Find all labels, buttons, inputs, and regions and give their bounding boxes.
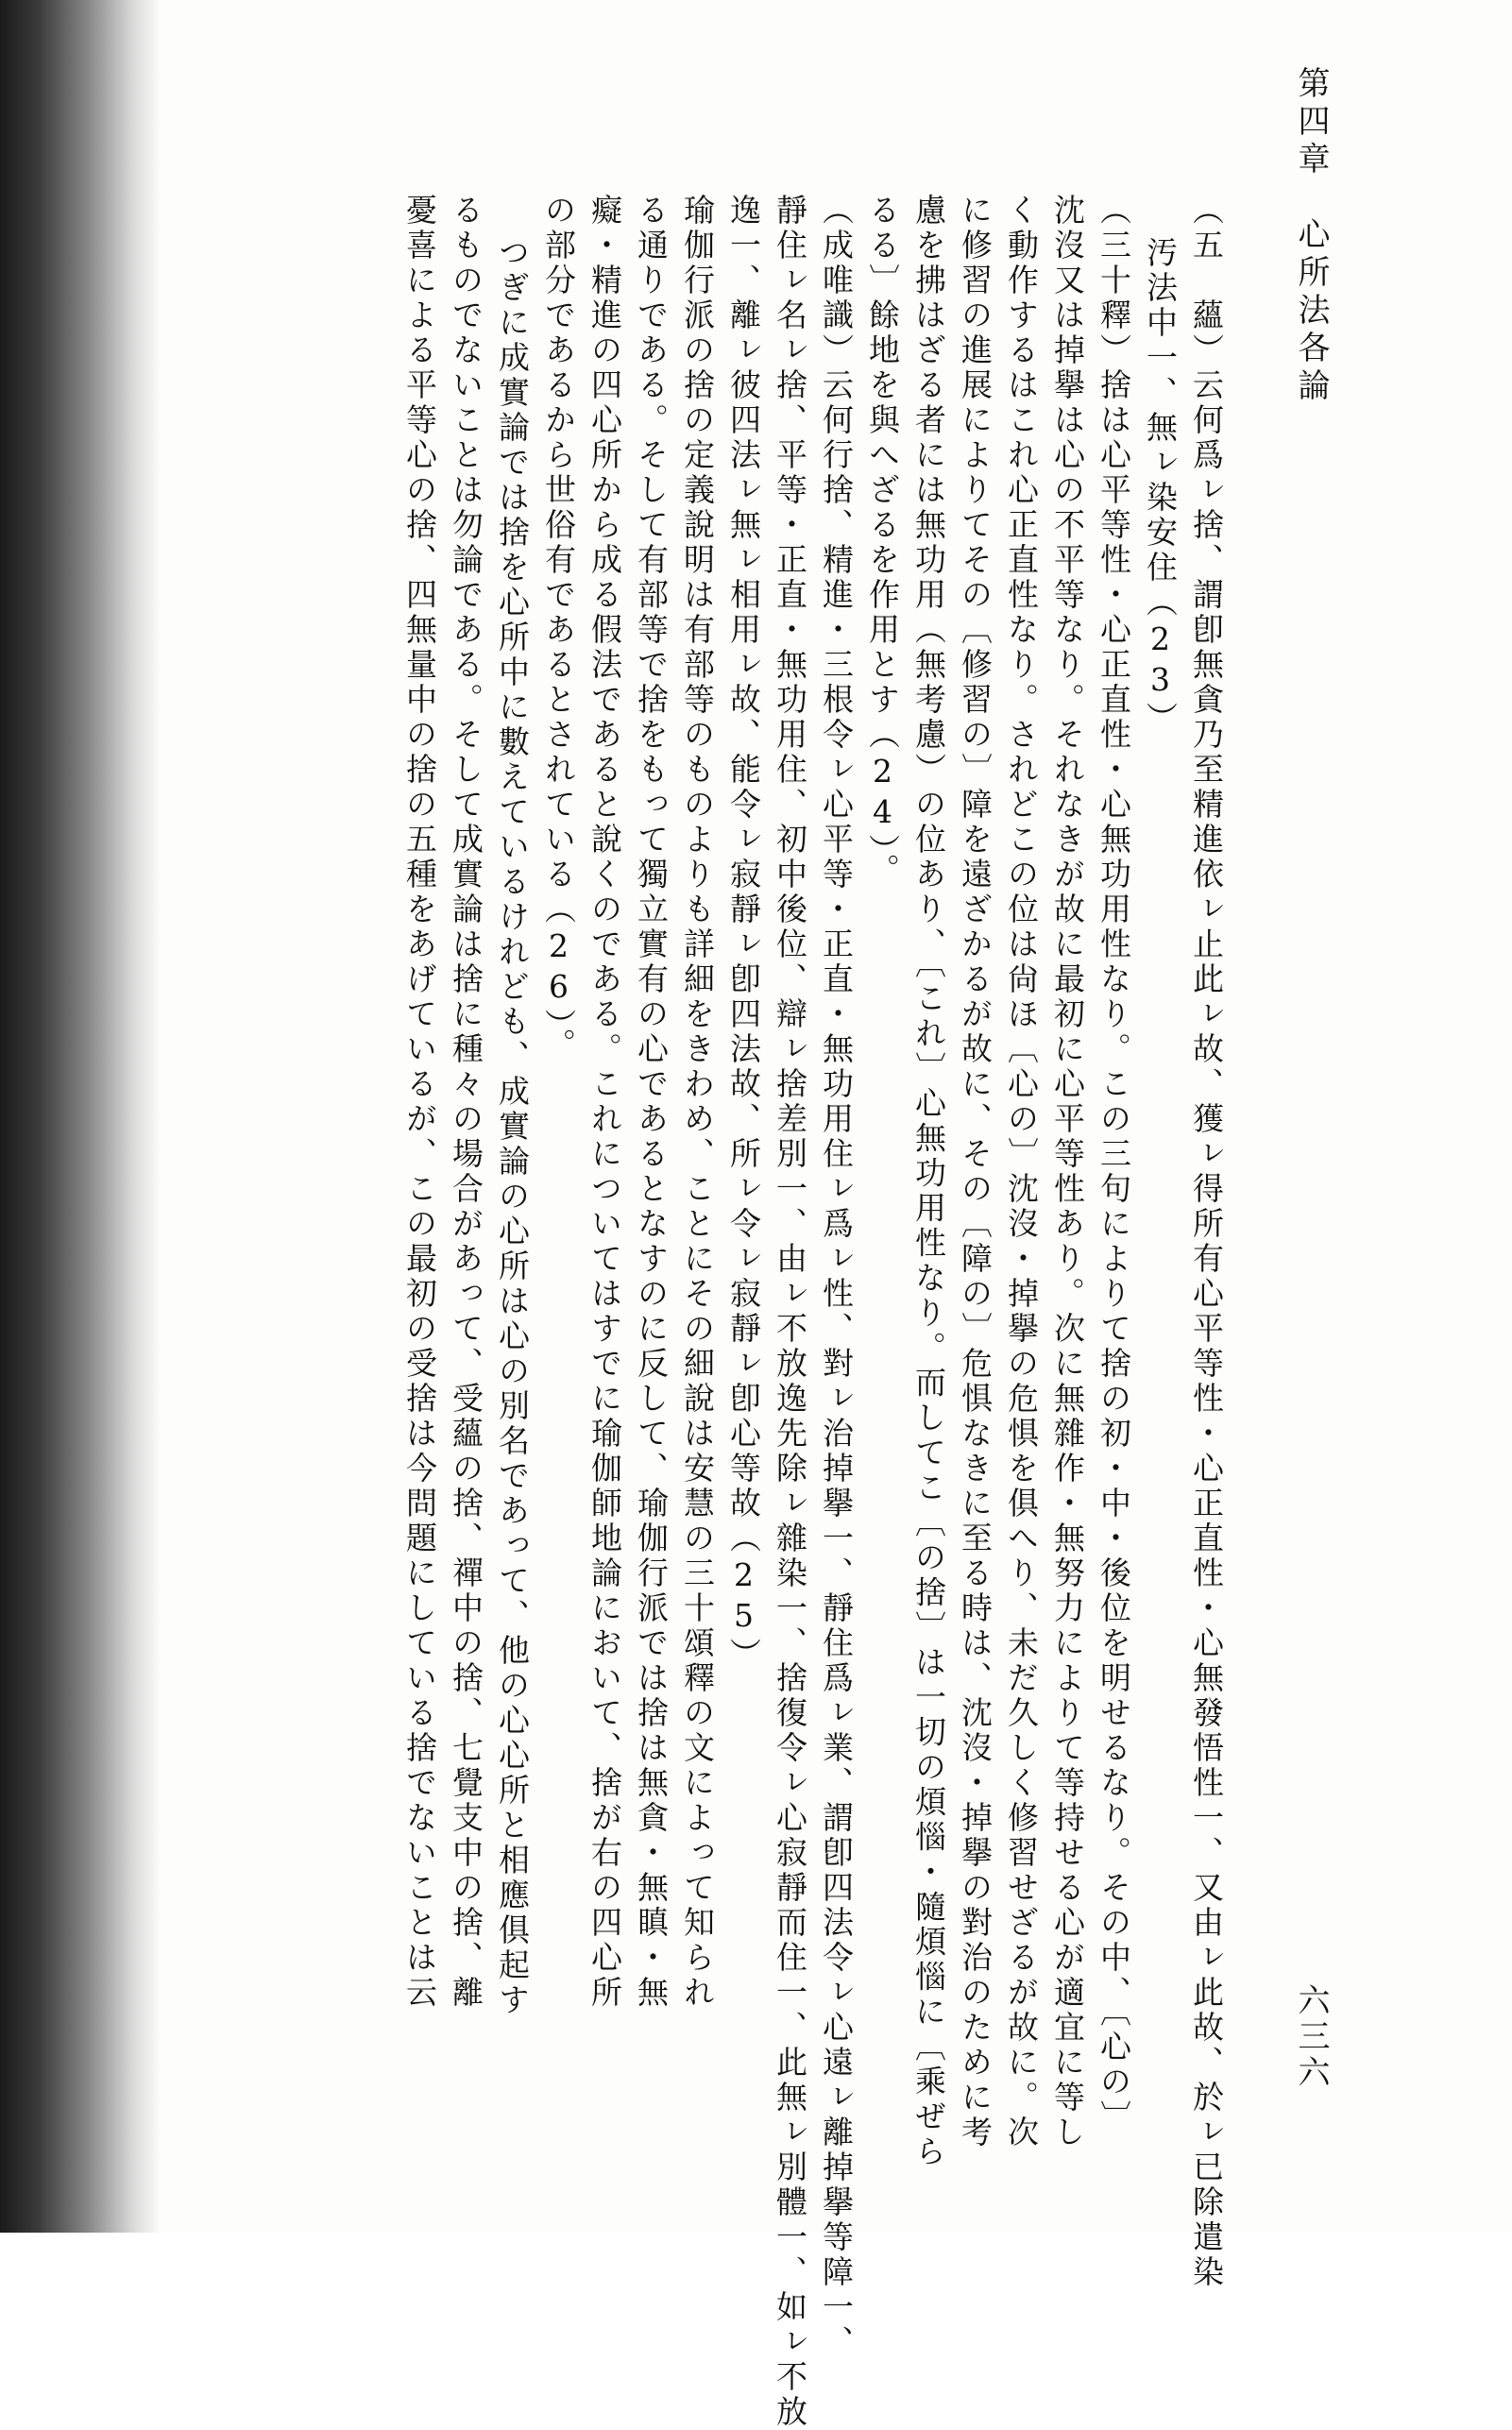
text-column: 靜住ㇾ名ㇾ捨、平等・正直・無功用住、初中後位、辯ㇾ捨差別一、由ㇾ不放逸先除ㇾ雜染一、捨復令ㇾ心寂靜而住一、此無ㇾ別體一、如ㇾ不放 <box>772 194 808 2430</box>
text-column: 憂喜による平等心の捨、四無量中の捨の五種をあげているが、この最初の受捨は今問題にしている捨でないことは云 <box>401 194 438 2011</box>
text-column: 瑜伽行派の捨の定義說明は有部等のものよりも詳細をきわめ、ことにその細說は安慧の三十頌釋の文によって知られ <box>679 194 716 2011</box>
text-column: に修習の進展によりてその〔修習の〕障を遠ざかるが故に、その〔障の〕危惧なきに至る時は、沈沒・掉擧の對治のために考 <box>957 194 994 2150</box>
text-column: の部分であるから世俗有であるとされている（26）。 <box>540 194 577 1063</box>
text-column: 慮を拂はざる者には無功用（無考慮）の位あり、〔これ〕心無功用性なり。而してこ〔の捨〕は一切の煩惱・隨煩惱に〔乘ぜら <box>910 194 947 2170</box>
text-column: 逸一、離ㇾ彼四法ㇾ無ㇾ相用ㇾ故、能令ㇾ寂靜ㇾ卽四法故、所ㇾ令ㇾ寂靜ㇾ卽心等故（25） <box>725 194 762 1673</box>
text-column: （成唯識）云何行捨、精進・三根令ㇾ心平等・正直・無功用住ㇾ爲ㇾ性、對ㇾ治掉擧一、靜住爲ㇾ業、謂卽四法令ㇾ心遠ㇾ離掉擧等障一、 <box>818 194 855 2360</box>
text-column: く動作するはこれ心正直性なり。されどこの位は尙ほ〔心の〕沈沒・掉擧の危惧を俱へり、未だ久しく修習せざるが故に。次 <box>1003 194 1040 2150</box>
text-column: 沈沒又は掉擧は心の不平等なり。それなきが故に最初に心平等性あり。次に無雜作・無努力によりて等持せる心が適宜に等し <box>1049 194 1086 2150</box>
text-column: るる〕餘地を與へざるを作用とす（24）。 <box>864 194 901 889</box>
text-column: つぎに成實論では捨を心所中に數えているけれども、成實論の心所は心の別名であって、他の心心所と相應俱起す <box>494 236 531 2018</box>
page-number: 六三六 <box>1292 1983 1330 2091</box>
text-column: （三十釋）捨は心平等性・心正直性・心無功用性なり。この三句によりて捨の初・中・後位を明せるなり。その中、〔心の〕 <box>1096 194 1132 2135</box>
text-column: （五 蘊）云何爲ㇾ捨、謂卽無貪乃至精進依ㇾ止此ㇾ故、獲ㇾ得所有心平等性・心正直性・心無發悟性一、又由ㇾ此故、於ㇾ已除遣染 <box>1188 194 1225 2290</box>
scan-gutter-shadow <box>0 0 161 2233</box>
text-column: 汚法中一、無ㇾ染安住（23） <box>1142 236 1179 737</box>
text-column: るものでないことは勿論である。そして成實論は捨に種々の場合があって、受蘊の捨、禪中の捨、七覺支中の捨、離 <box>448 194 484 2011</box>
chapter-header: 第四章 心所法各論 <box>1292 66 1330 406</box>
text-column: 癡・精進の四心所から成る假法であると說くのである。これについてはすでに瑜伽師地論において、捨が右の四心所 <box>586 194 623 2011</box>
text-column: る通りである。そして有部等で捨をもって獨立實有の心であるとなすのに反して、瑜伽行派では捨は無貪・無瞋・無 <box>633 194 670 2011</box>
